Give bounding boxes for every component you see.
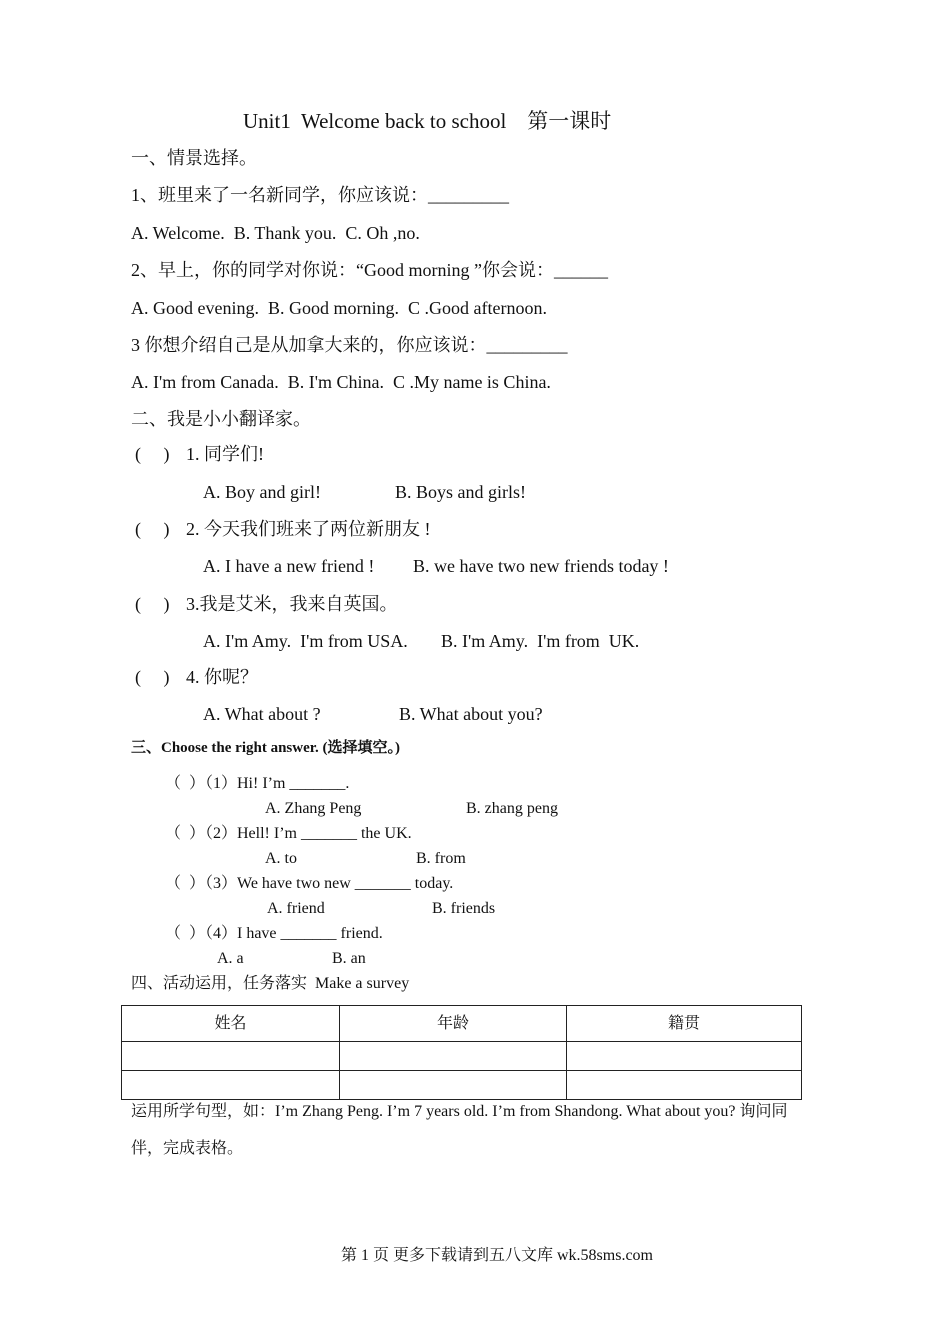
- s2-item-1-question: 1. 同学们!: [186, 444, 264, 464]
- s2-item-3-option-a: A. I'm Amy. I'm from USA.: [203, 631, 408, 651]
- s1-question-3-options: A. I'm from Canada. B. I'm China. C .My name is China.: [131, 372, 551, 392]
- s2-item-4-question: 4. 你呢？: [186, 667, 258, 687]
- page-title: Unit1 Welcome back to school 第一课时: [243, 109, 612, 133]
- section-2-heading: 二、我是小小翻译家。: [131, 409, 311, 429]
- s2-item-2-paren: ( ): [135, 519, 170, 539]
- survey-cell[interactable]: [122, 1071, 340, 1100]
- survey-cell[interactable]: [340, 1042, 567, 1071]
- s1-question-1: 1、班里来了一名新同学，你应该说：_________: [131, 185, 509, 205]
- survey-table: [121, 1005, 802, 1100]
- s2-item-2-question: 2. 今天我们班来了两位新朋友 !: [186, 519, 431, 539]
- survey-header-hometown: 籍贯: [567, 1006, 802, 1042]
- s2-item-1-option-b: B. Boys and girls!: [395, 482, 527, 502]
- section-3-heading: 三、Choose the right answer. (选择填空。): [131, 740, 401, 756]
- s3-item-1-option-b: B. zhang peng: [466, 800, 558, 817]
- s2-item-3-paren: ( ): [135, 594, 170, 614]
- survey-header-row: [122, 1006, 802, 1042]
- s3-item-4-question: （ ）（4）I have _______ friend.: [165, 925, 383, 942]
- survey-row: [122, 1042, 802, 1071]
- s1-question-2: 2、早上，你的同学对你说：“Good morning ”你会说：______: [131, 260, 608, 280]
- section-4-heading: 四、活动运用，任务落实 Make a survey: [131, 975, 410, 992]
- survey-row: [122, 1071, 802, 1100]
- s3-item-2-option-a: A. to: [265, 850, 297, 867]
- s2-item-3-question: 3.我是艾米，我来自英国。: [186, 594, 398, 614]
- page-footer: 第 1 页 更多下载请到五八文库 wk.58sms.com: [341, 1247, 654, 1264]
- s2-item-4-paren: ( ): [135, 667, 170, 687]
- s3-item-1-option-a: A. Zhang Peng: [265, 800, 362, 817]
- s2-item-2-option-a: A. I have a new friend !: [203, 556, 375, 576]
- s1-question-1-options: A. Welcome. B. Thank you. C. Oh ,no.: [131, 223, 420, 243]
- survey-cell[interactable]: [567, 1071, 802, 1100]
- survey-instruction-line-1: 运用所学句型，如：I’m Zhang Peng. I’m 7 years old. I’m from Shandong. What about you? 询问同: [131, 1103, 788, 1120]
- s2-item-4-option-a: A. What about ?: [203, 704, 321, 724]
- s3-item-1-question: （ ）（1）Hi! I’m _______.: [165, 775, 350, 792]
- s1-question-2-options: A. Good evening. B. Good morning. C .Good afternoon.: [131, 298, 547, 318]
- s2-item-1-option-a: A. Boy and girl!: [203, 482, 321, 502]
- s2-item-3-option-b: B. I'm Amy. I'm from UK.: [441, 631, 640, 651]
- s3-item-3-option-a: A. friend: [267, 900, 325, 917]
- survey-cell[interactable]: [340, 1071, 567, 1100]
- survey-cell[interactable]: [122, 1042, 340, 1071]
- s3-item-3-question: （ ）（3）We have two new _______ today.: [165, 875, 454, 892]
- s3-item-2-option-b: B. from: [416, 850, 466, 867]
- s3-item-4-option-b: B. an: [332, 950, 366, 967]
- survey-header-name: 姓名: [122, 1006, 340, 1042]
- survey-header-age: 年龄: [340, 1006, 567, 1042]
- s3-item-2-question: （ ）（2）Hell! I’m _______ the UK.: [165, 825, 412, 842]
- s2-item-2-option-b: B. we have two new friends today !: [413, 556, 669, 576]
- s2-item-4-option-b: B. What about you?: [399, 704, 543, 724]
- survey-cell[interactable]: [567, 1042, 802, 1071]
- section-1-heading: 一、情景选择。: [131, 148, 257, 168]
- s2-item-1-paren: ( ): [135, 444, 170, 464]
- survey-instruction-line-2: 伴，完成表格。: [131, 1140, 244, 1157]
- s3-item-4-option-a: A. a: [217, 950, 244, 967]
- s1-question-3: 3 你想介绍自己是从加拿大来的，你应该说：_________: [131, 335, 568, 355]
- s3-item-3-option-b: B. friends: [432, 900, 496, 917]
